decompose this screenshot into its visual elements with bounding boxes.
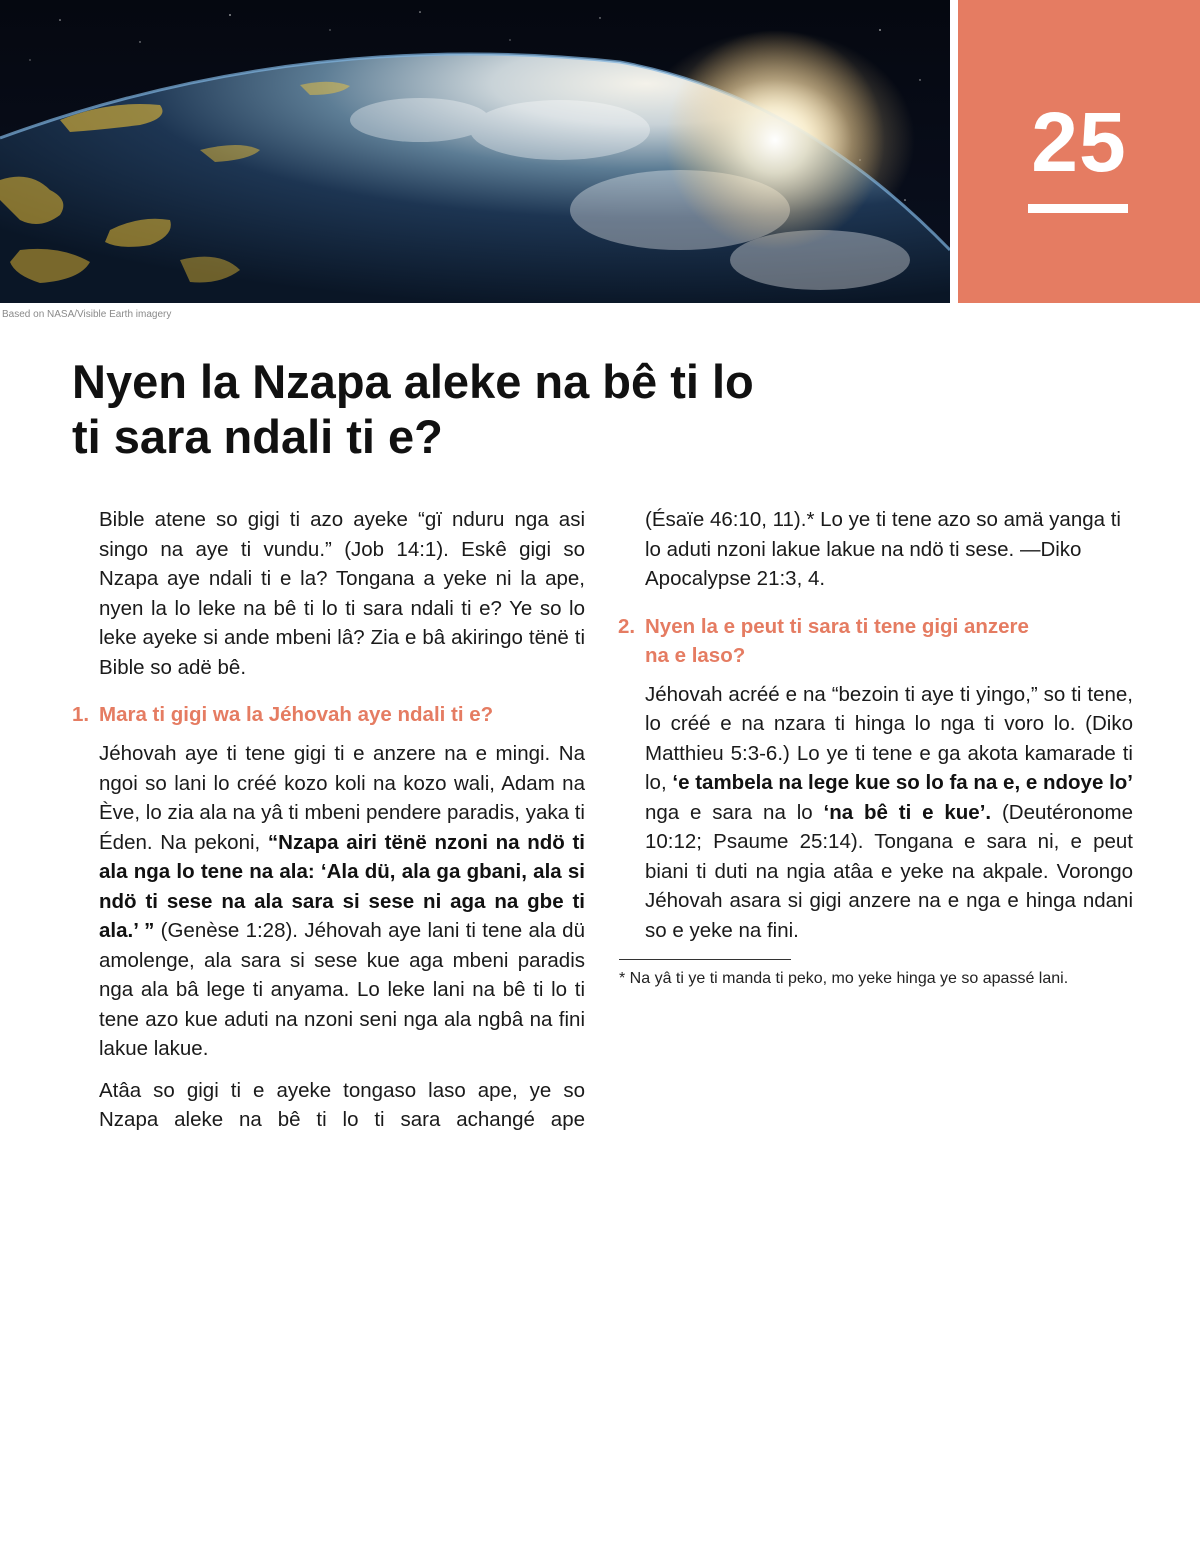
- section-1-paragraph-1: [99, 739, 585, 1064]
- intro-paragraph: Bible atene so gigi ti azo ayeke “gï nduru nga asi singo na aye ti vundu.” (Job 14:1). Eskê gigi so Nzapa aye ndali ti e la? Tongana a yeke ni la ape, nyen la lo leke na bê ti lo ti sara ndali ti e? Ye so lo leke ayeke si ande mbeni lâ? Zia e bâ akiringo tënë ti Bible so adë bê.: [99, 508, 585, 679]
- question-1: [72, 700, 585, 729]
- section-2-paragraph-1: [645, 680, 1133, 946]
- s2p1-bold-2: ‘na bê ti e kue’.: [823, 800, 992, 824]
- section-1-paragraph-2-continued: (Ésaïe 46:10, 11).* Lo ye ti tene azo so amä yanga ti lo aduti nzoni lakue lakue na ndö ti sese. —Diko Apocalypse 21:3, 4.: [645, 508, 1121, 590]
- question-1-text: Mara ti gigi wa la Jéhovah aye ndali ti e?: [99, 703, 494, 726]
- s2p1-text-a: Jéhovah acréé e na “bezoin ti aye ti yingo,” so ti tene, lo créé e na nzara ti hinga lo nga ti voro lo. (Diko Matthieu 5:3-6.) Lo ye ti tene e ga akota kamarade ti lo,: [645, 682, 1133, 794]
- chapter-number: 25: [1031, 95, 1127, 189]
- question-1-number: 1.: [72, 703, 90, 726]
- question-2-line-1: Nyen la e peut ti sara ti tene gigi anzere: [645, 614, 1029, 638]
- title-line-2: ti sara ndali ti e?: [72, 410, 443, 463]
- footnote: * Na yâ ti ye ti manda ti peko, mo yeke hinga ye so apassé lani.: [619, 970, 1069, 987]
- right-column: [618, 505, 1133, 990]
- earth-illustration: [0, 0, 950, 303]
- question-2: [618, 612, 1133, 670]
- image-credit: Based on NASA/Visible Earth imagery: [2, 309, 172, 320]
- s2p1-bold-1: ‘e tambela na lege kue so lo fa na e, e ndoye lo’: [672, 771, 1133, 794]
- earth-photo: [0, 0, 950, 303]
- s1p1-text-a: Jéhovah aye ti tene gigi ti e anzere na e mingi. Na ngoi so lani lo créé kozo koli na kozo wali, Adam na Ève, lo zia ala na yâ ti mbeni pendere paradis, yaka ti Éden. Na pekoni,: [99, 742, 585, 854]
- question-2-number: 2.: [618, 614, 636, 638]
- page-title: [72, 354, 872, 464]
- chapter-underline: [1028, 204, 1128, 213]
- s2p1-text-b: (Deutéronome 10:12; Psaume 25:14). Tongana e sara ni, e peut biani ti duti na ngia atâa e yeke na akpale. Vorongo Jéhovah asara si gigi anzere na e nga e hinga ndani so e yeke na fini.: [645, 800, 1133, 942]
- s1p1-bold-quote: “Nzapa airi tënë nzoni na ndö ti ala nga lo tene na ala: ‘Ala dü, ala ga gbani, ala si ndö ti sese na ala sara si sese ni aga na gbe ti ala.’ ”: [99, 830, 585, 942]
- s1p1-text-b: (Genèse 1:28). Jéhovah aye lani ti tene ala dü amolenge, ala sara si sese kue aga mbeni paradis nga ala bâ lege ti anyama. Lo leke lani na bê ti lo ti tene azo kue aduti na nzoni seni nga ala ngbâ na fini lakue lakue.: [99, 919, 585, 1060]
- s2p1-text-mid: nga e sara na lo: [645, 800, 824, 824]
- section-1-paragraph-2: Atâa so gigi ti e ayeke tongaso laso ape, ye so Nzapa aleke na bê ti lo ti sara achangé ape: [99, 1078, 585, 1131]
- question-2-line-2: na e laso?: [645, 643, 746, 667]
- footnote-divider: [619, 959, 791, 960]
- chapter-badge: [958, 0, 1200, 303]
- title-line-1: Nyen la Nzapa aleke na bê ti lo: [72, 355, 754, 408]
- left-column: [72, 505, 585, 1147]
